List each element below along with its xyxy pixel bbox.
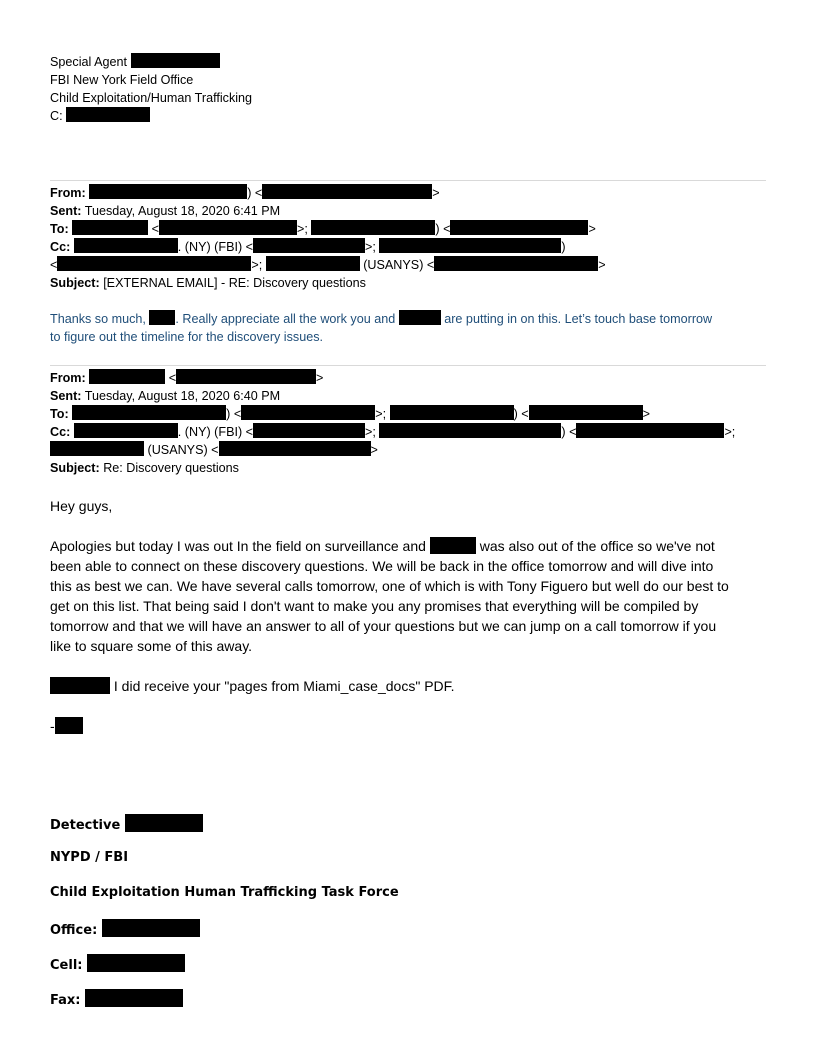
redaction xyxy=(72,220,148,235)
email2-paragraph-line2: been able to connect on these discovery questions. We will be back in the office tomorrow and will dive into xyxy=(50,558,714,574)
redaction xyxy=(74,238,178,253)
redaction xyxy=(434,256,598,271)
to-label: To: xyxy=(50,407,69,421)
text-fragment: was also out of the office so we've not xyxy=(479,538,715,554)
text-fragment: > xyxy=(316,371,324,385)
bottom-signature-fax-line xyxy=(50,989,183,1010)
redaction xyxy=(399,310,441,325)
text-fragment: ) < xyxy=(561,425,577,439)
email2-paragraph-line1 xyxy=(50,536,715,556)
cc-label: Cc: xyxy=(50,425,71,439)
text-fragment: Apologies but today I was out In the field on surveillance and xyxy=(50,538,426,554)
subject-value: Re: Discovery questions xyxy=(103,461,239,475)
text-fragment: >; xyxy=(365,240,376,254)
email2-subject-line xyxy=(50,459,239,477)
bottom-signature-unit: Child Exploitation Human Trafficking Task Force xyxy=(50,885,399,900)
redaction xyxy=(50,677,110,694)
top-signature-title: Special Agent xyxy=(50,55,128,69)
redaction xyxy=(311,220,435,235)
text-fragment: ) xyxy=(561,240,566,254)
separator-rule xyxy=(50,365,766,366)
email2-from-line xyxy=(50,369,323,387)
redaction xyxy=(253,423,365,438)
top-signature-unit: Child Exploitation/Human Trafficking xyxy=(50,91,253,105)
text-fragment: ) < xyxy=(513,407,529,421)
email1-body-line1 xyxy=(50,310,712,328)
email1-cc-line xyxy=(50,238,566,256)
text-fragment: > xyxy=(642,407,650,421)
text-fragment: - xyxy=(50,718,55,734)
redaction xyxy=(379,423,561,438)
text-fragment: (USANYS) < xyxy=(363,258,435,272)
text-fragment: >; xyxy=(297,222,308,236)
redaction xyxy=(85,989,183,1007)
redaction xyxy=(125,814,203,832)
email2-paragraph-line3: this as best we can. We have several calls tomorrow, one of which is with Tony Figuero but well do our best to xyxy=(50,578,729,594)
text-fragment: > xyxy=(370,443,378,457)
email2-paragraph-line5: tomorrow and that we will have an answer to all of your questions but we can jump on a call tomorrow if you xyxy=(50,618,717,634)
redaction xyxy=(262,184,432,199)
redaction xyxy=(89,184,247,199)
redaction xyxy=(266,256,360,271)
text-fragment: . (NY) (FBI) < xyxy=(177,240,254,254)
cc-label: Cc: xyxy=(50,240,71,254)
email1-to-line xyxy=(50,220,596,238)
subject-value: [EXTERNAL EMAIL] - RE: Discovery questions xyxy=(103,276,366,290)
redaction xyxy=(50,441,144,456)
email1-cc-continuation xyxy=(50,256,606,274)
from-label: From: xyxy=(50,186,86,200)
top-signature-title-line xyxy=(50,53,220,71)
email2-paragraph-line6: like to square some of this away. xyxy=(50,638,253,654)
text-fragment: Thanks so much, xyxy=(50,312,146,326)
text-fragment: >; xyxy=(375,407,387,421)
bottom-signature-cell-line xyxy=(50,954,185,975)
sent-label: Sent: xyxy=(50,389,82,403)
redaction xyxy=(430,537,476,554)
text-fragment: > xyxy=(432,186,440,200)
subject-label: Subject: xyxy=(50,461,100,475)
text-fragment: >; xyxy=(724,425,736,439)
bottom-signature-title-line xyxy=(50,814,203,835)
text-fragment: (USANYS) < xyxy=(147,443,219,457)
text-fragment: >; xyxy=(251,258,263,272)
sent-value: Tuesday, August 18, 2020 6:40 PM xyxy=(84,389,281,403)
subject-label: Subject: xyxy=(50,276,100,290)
bottom-signature-office-line xyxy=(50,919,200,940)
redaction xyxy=(131,53,220,68)
bottom-signature-agency: NYPD / FBI xyxy=(50,850,129,865)
top-signature-cell-label: C: xyxy=(50,109,63,123)
redaction xyxy=(72,405,226,420)
redaction xyxy=(89,369,165,384)
text-fragment: >; xyxy=(365,425,376,439)
redaction xyxy=(149,310,175,325)
email2-paragraph-line4: get on this list. That being said I don't want to make you any promises that everything will be compiled by xyxy=(50,598,699,614)
redaction xyxy=(450,220,588,235)
redaction xyxy=(219,441,371,456)
redaction xyxy=(102,919,200,937)
redaction xyxy=(87,954,185,972)
redaction xyxy=(66,107,150,122)
top-signature-office: FBI New York Field Office xyxy=(50,73,194,87)
redaction xyxy=(74,423,178,438)
email1-body-line2: to figure out the timeline for the discovery issues. xyxy=(50,330,323,344)
cell-label: Cell: xyxy=(50,958,83,973)
fax-label: Fax: xyxy=(50,993,81,1008)
to-label: To: xyxy=(50,222,69,236)
email2-to-line xyxy=(50,405,650,423)
email2-signoff xyxy=(50,716,83,736)
text-fragment: . Really appreciate all the work you and xyxy=(175,312,396,326)
redaction xyxy=(159,220,297,235)
email2-cc-continuation xyxy=(50,441,378,459)
from-label: From: xyxy=(50,371,86,385)
text-fragment: < xyxy=(168,371,177,385)
redaction xyxy=(529,405,643,420)
redaction xyxy=(176,369,316,384)
email1-from-line xyxy=(50,184,440,202)
text-fragment: . (NY) (FBI) < xyxy=(177,425,254,439)
top-signature-cell-line xyxy=(50,107,150,125)
redaction xyxy=(379,238,561,253)
text-fragment: > xyxy=(598,258,606,272)
redaction xyxy=(253,238,365,253)
separator-rule xyxy=(50,180,766,181)
text-fragment: I did receive your "pages from Miami_case_docs" PDF. xyxy=(113,678,455,694)
text-fragment: < xyxy=(151,222,160,236)
redaction xyxy=(57,256,251,271)
email2-paragraph2 xyxy=(50,676,455,696)
text-fragment: ) < xyxy=(435,222,451,236)
redaction xyxy=(241,405,375,420)
office-label: Office: xyxy=(50,923,98,938)
email2-sent-line xyxy=(50,387,280,405)
text-fragment: ) < xyxy=(247,186,263,200)
email1-sent-line xyxy=(50,202,280,220)
text-fragment: are putting in on this. Let’s touch base tomorrow xyxy=(444,312,713,326)
text-fragment: > xyxy=(588,222,596,236)
text-fragment: < xyxy=(50,258,58,272)
text-fragment: ) < xyxy=(226,407,242,421)
email2-greeting: Hey guys, xyxy=(50,498,113,514)
redaction xyxy=(576,423,724,438)
detective-title: Detective xyxy=(50,818,121,833)
email2-cc-line xyxy=(50,423,735,441)
email1-subject-line xyxy=(50,274,366,292)
sent-value: Tuesday, August 18, 2020 6:41 PM xyxy=(84,204,281,218)
sent-label: Sent: xyxy=(50,204,82,218)
redaction xyxy=(390,405,514,420)
redaction xyxy=(55,717,83,734)
